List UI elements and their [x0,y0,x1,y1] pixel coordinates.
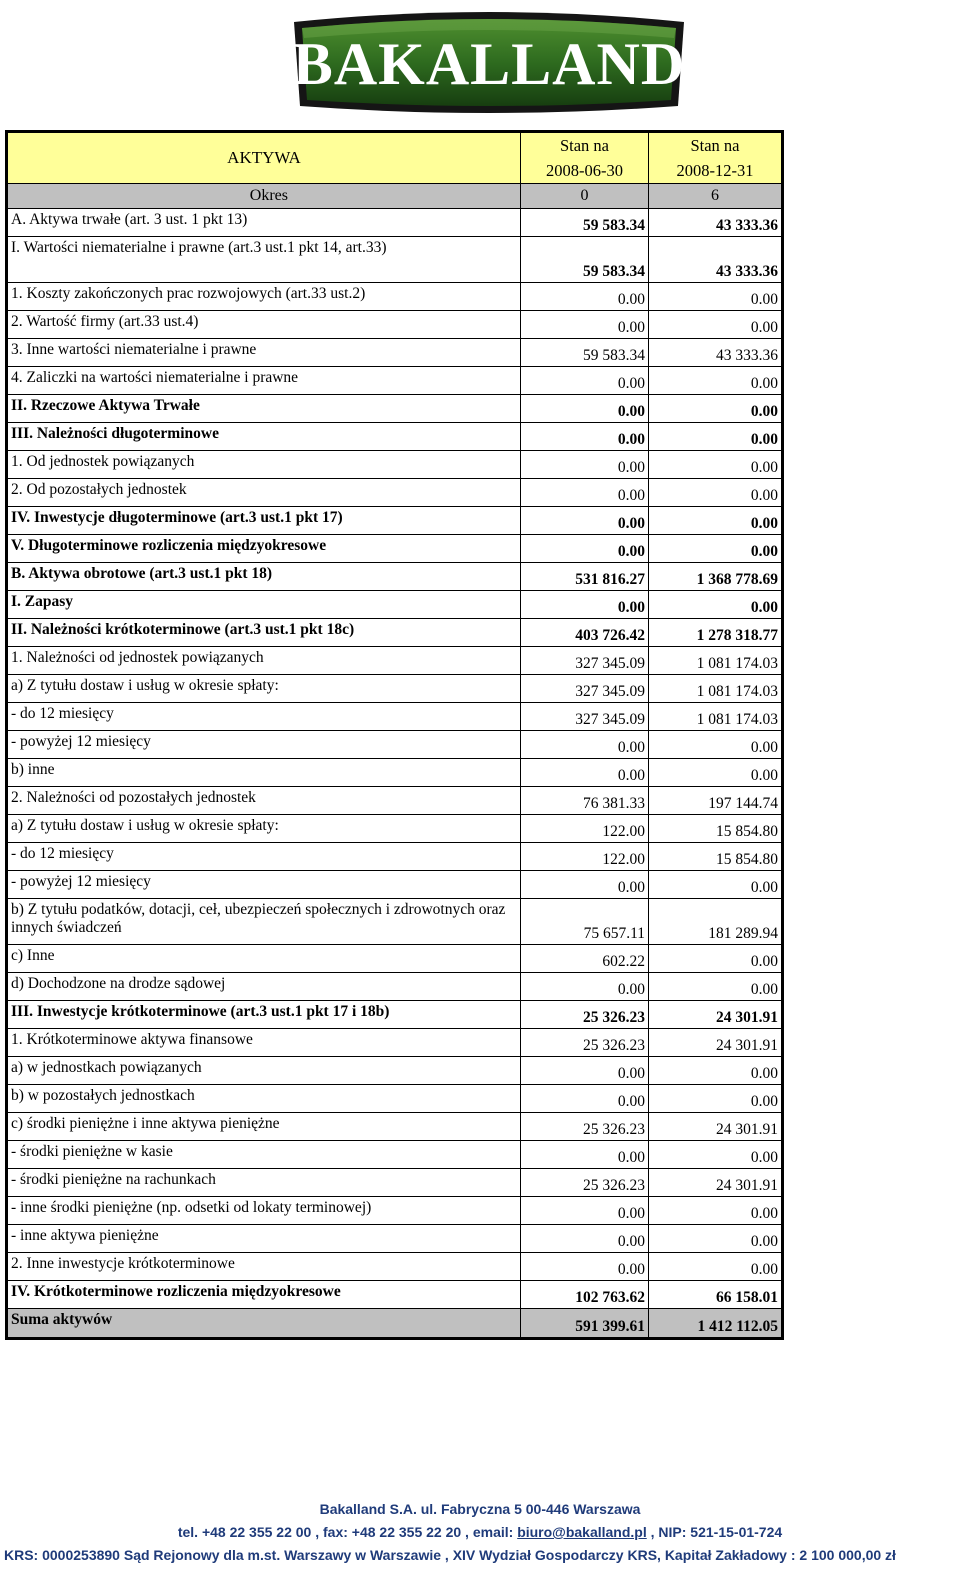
row-value-2008-12-31: 0.00 [649,283,783,311]
row-label: II. Należności krótkoterminowe (art.3 ust.1 pkt 18c) [7,619,521,647]
period-row [7,184,783,209]
table-row [7,1169,783,1197]
row-value-2008-12-31: 1 278 318.77 [649,619,783,647]
row-value-2008-06-30: 76 381.33 [521,787,649,815]
row-value-2008-12-31: 0.00 [649,871,783,899]
table-row [7,1197,783,1225]
logo-badge [288,8,690,116]
row-label: - inne aktywa pieniężne [7,1225,521,1253]
period-label: Okres [7,184,521,209]
table-row [7,1309,783,1339]
row-label: - środki pieniężne w kasie [7,1141,521,1169]
row-value-2008-06-30: 0.00 [521,535,649,563]
row-value-2008-12-31: 0.00 [649,759,783,787]
row-label: - powyżej 12 miesięcy [7,871,521,899]
row-value-2008-12-31: 1 412 112.05 [649,1309,783,1339]
table-row [7,395,783,423]
row-label: I. Wartości niematerialne i prawne (art.3 ust.1 pkt 14, art.33) [7,237,521,283]
footer-address: Bakalland S.A. ul. Fabryczna 5 00-446 Warszawa [319,1501,641,1517]
row-label: 1. Krótkoterminowe aktywa finansowe [7,1029,521,1057]
column-1-date: 2008-06-30 [546,161,623,180]
row-value-2008-06-30: 591 399.61 [521,1309,649,1339]
row-value-2008-06-30: 102 763.62 [521,1281,649,1309]
table-row [7,339,783,367]
row-label: II. Rzeczowe Aktywa Trwałe [7,395,521,423]
row-value-2008-06-30: 403 726.42 [521,619,649,647]
table-row [7,1029,783,1057]
table-row [7,787,783,815]
row-label: 1. Koszty zakończonych prac rozwojowych (art.33 ust.2) [7,283,521,311]
row-value-2008-06-30: 0.00 [521,311,649,339]
row-label: a) Z tytułu dostaw i usług w okresie spłaty: [7,815,521,843]
table-row [7,311,783,339]
row-value-2008-12-31: 0.00 [649,1057,783,1085]
table-row [7,367,783,395]
logo-text: BAKALLAND [292,31,686,97]
row-value-2008-06-30: 0.00 [521,731,649,759]
row-value-2008-12-31: 0.00 [649,1141,783,1169]
row-label: 2. Należności od pozostałych jednostek [7,787,521,815]
row-value-2008-12-31: 0.00 [649,367,783,395]
table-row [7,1141,783,1169]
table-row [7,423,783,451]
row-label: 3. Inne wartości niematerialne i prawne [7,339,521,367]
row-label: IV. Inwestycje długoterminowe (art.3 ust.1 pkt 17) [7,507,521,535]
row-value-2008-06-30: 0.00 [521,283,649,311]
row-value-2008-06-30: 0.00 [521,507,649,535]
row-value-2008-06-30: 59 583.34 [521,209,649,237]
row-value-2008-12-31: 0.00 [649,1197,783,1225]
row-value-2008-06-30: 0.00 [521,871,649,899]
table-row [7,703,783,731]
row-label: a) Z tytułu dostaw i usług w okresie spłaty: [7,675,521,703]
row-label: c) środki pieniężne i inne aktywa pieniężne [7,1113,521,1141]
row-value-2008-06-30: 327 345.09 [521,703,649,731]
row-label: b) w pozostałych jednostkach [7,1085,521,1113]
row-value-2008-12-31: 0.00 [649,731,783,759]
row-label: III. Należności długoterminowe [7,423,521,451]
row-value-2008-06-30: 0.00 [521,1225,649,1253]
table-row [7,675,783,703]
column-header-2008-12-31 [649,132,783,184]
row-label: - inne środki pieniężne (np. odsetki od lokaty terminowej) [7,1197,521,1225]
row-value-2008-12-31: 0.00 [649,395,783,423]
row-value-2008-06-30: 0.00 [521,1141,649,1169]
row-label: 1. Od jednostek powiązanych [7,451,521,479]
row-value-2008-12-31: 15 854.80 [649,815,783,843]
row-label: d) Dochodzone na drodze sądowej [7,973,521,1001]
row-label: 1. Należności od jednostek powiązanych [7,647,521,675]
row-value-2008-06-30: 0.00 [521,451,649,479]
row-label: 2. Inne inwestycje krótkoterminowe [7,1253,521,1281]
row-value-2008-06-30: 602.22 [521,945,649,973]
row-value-2008-06-30: 0.00 [521,973,649,1001]
table-row [7,945,783,973]
table-row [7,731,783,759]
bakalland-logo [288,8,690,116]
table-row [7,619,783,647]
row-label: 2. Od pozostałych jednostek [7,479,521,507]
table-row [7,843,783,871]
row-value-2008-12-31: 43 333.36 [649,209,783,237]
assets-table [5,130,784,1340]
row-value-2008-12-31: 43 333.36 [649,339,783,367]
row-label: b) Z tytułu podatków, dotacji, ceł, ubezpieczeń społecznych i zdrowotnych oraz innych świadczeń [7,899,521,945]
row-value-2008-12-31: 197 144.74 [649,787,783,815]
row-label: - powyżej 12 miesięcy [7,731,521,759]
row-value-2008-12-31: 1 368 778.69 [649,563,783,591]
assets-table-wrapper [5,130,781,1340]
table-row [7,1113,783,1141]
row-label: Suma aktywów [7,1309,521,1339]
row-value-2008-06-30: 0.00 [521,367,649,395]
row-value-2008-12-31: 181 289.94 [649,899,783,945]
row-value-2008-12-31: 0.00 [649,479,783,507]
row-value-2008-06-30: 25 326.23 [521,1029,649,1057]
table-header-row [7,132,783,184]
row-value-2008-12-31: 66 158.01 [649,1281,783,1309]
company-footer [0,1498,960,1567]
row-value-2008-12-31: 0.00 [649,311,783,339]
row-value-2008-06-30: 0.00 [521,759,649,787]
row-label: - do 12 miesięcy [7,703,521,731]
column-2-label: Stan na [690,136,740,155]
row-value-2008-06-30: 0.00 [521,1253,649,1281]
table-row [7,451,783,479]
row-value-2008-06-30: 0.00 [521,395,649,423]
row-value-2008-12-31: 0.00 [649,535,783,563]
row-value-2008-06-30: 531 816.27 [521,563,649,591]
column-header-2008-06-30 [521,132,649,184]
table-row [7,1057,783,1085]
row-value-2008-06-30: 75 657.11 [521,899,649,945]
row-value-2008-06-30: 0.00 [521,591,649,619]
table-row [7,283,783,311]
row-label: I. Zapasy [7,591,521,619]
row-value-2008-06-30: 327 345.09 [521,647,649,675]
row-value-2008-06-30: 0.00 [521,423,649,451]
table-row [7,973,783,1001]
table-row [7,535,783,563]
row-value-2008-12-31: 0.00 [649,451,783,479]
row-value-2008-06-30: 59 583.34 [521,237,649,283]
row-value-2008-12-31: 24 301.91 [649,1113,783,1141]
row-label: a) w jednostkach powiązanych [7,1057,521,1085]
row-value-2008-12-31: 15 854.80 [649,843,783,871]
row-value-2008-12-31: 24 301.91 [649,1029,783,1057]
table-row [7,1253,783,1281]
period-value-2: 6 [649,184,783,209]
table-row [7,1001,783,1029]
row-label: 4. Zaliczki na wartości niematerialne i prawne [7,367,521,395]
row-value-2008-12-31: 0.00 [649,591,783,619]
row-value-2008-06-30: 25 326.23 [521,1169,649,1197]
table-row [7,563,783,591]
row-value-2008-12-31: 0.00 [649,507,783,535]
row-value-2008-12-31: 1 081 174.03 [649,647,783,675]
table-body [7,209,783,1339]
footer-registration: KRS: 0000253890 Sąd Rejonowy dla m.st. Warszawy w Warszawie , XIV Wydział Gospodarczy KRS, Kapitał Zakładowy : 2 100 000,00 zł [4,1547,896,1563]
row-value-2008-06-30: 25 326.23 [521,1113,649,1141]
row-value-2008-06-30: 0.00 [521,479,649,507]
row-label: V. Długoterminowe rozliczenia międzyokresowe [7,535,521,563]
table-row [7,1281,783,1309]
row-label: c) Inne [7,945,521,973]
row-label: 2. Wartość firmy (art.33 ust.4) [7,311,521,339]
row-label: IV. Krótkoterminowe rozliczenia międzyokresowe [7,1281,521,1309]
table-row [7,591,783,619]
row-value-2008-12-31: 0.00 [649,423,783,451]
row-value-2008-12-31: 0.00 [649,945,783,973]
footer-nip: , NIP: 521-15-01-724 [646,1524,783,1540]
row-value-2008-06-30: 59 583.34 [521,339,649,367]
row-label: - do 12 miesięcy [7,843,521,871]
row-label: - środki pieniężne na rachunkach [7,1169,521,1197]
row-value-2008-12-31: 43 333.36 [649,237,783,283]
table-row [7,899,783,945]
row-value-2008-12-31: 24 301.91 [649,1001,783,1029]
row-value-2008-12-31: 1 081 174.03 [649,703,783,731]
table-title: AKTYWA [7,132,521,184]
footer-phone-fax: tel. +48 22 355 22 00 , fax: +48 22 355 22 20 , email: [177,1524,518,1540]
row-label: B. Aktywa obrotowe (art.3 ust.1 pkt 18) [7,563,521,591]
row-value-2008-12-31: 1 081 174.03 [649,675,783,703]
column-2-date: 2008-12-31 [676,161,754,180]
row-value-2008-12-31: 0.00 [649,1085,783,1113]
table-row [7,871,783,899]
row-value-2008-06-30: 122.00 [521,815,649,843]
row-value-2008-06-30: 0.00 [521,1057,649,1085]
row-value-2008-06-30: 25 326.23 [521,1001,649,1029]
row-value-2008-06-30: 327 345.09 [521,675,649,703]
row-label: III. Inwestycje krótkoterminowe (art.3 ust.1 pkt 17 i 18b) [7,1001,521,1029]
table-row [7,815,783,843]
row-value-2008-06-30: 0.00 [521,1085,649,1113]
row-value-2008-06-30: 122.00 [521,843,649,871]
table-row [7,237,783,283]
row-value-2008-12-31: 0.00 [649,973,783,1001]
table-row [7,759,783,787]
footer-contact [0,1521,960,1544]
row-label: A. Aktywa trwałe (art. 3 ust. 1 pkt 13) [7,209,521,237]
table-row [7,209,783,237]
footer-email-link[interactable]: biuro@bakalland.pl [517,1524,647,1540]
table-row [7,1225,783,1253]
column-1-label: Stan na [559,136,610,155]
row-value-2008-06-30: 0.00 [521,1197,649,1225]
row-label: b) inne [7,759,521,787]
table-row [7,507,783,535]
table-row [7,1085,783,1113]
table-row [7,647,783,675]
row-value-2008-12-31: 24 301.91 [649,1169,783,1197]
row-value-2008-12-31: 0.00 [649,1253,783,1281]
period-value-1: 0 [521,184,649,209]
row-value-2008-12-31: 0.00 [649,1225,783,1253]
table-row [7,479,783,507]
